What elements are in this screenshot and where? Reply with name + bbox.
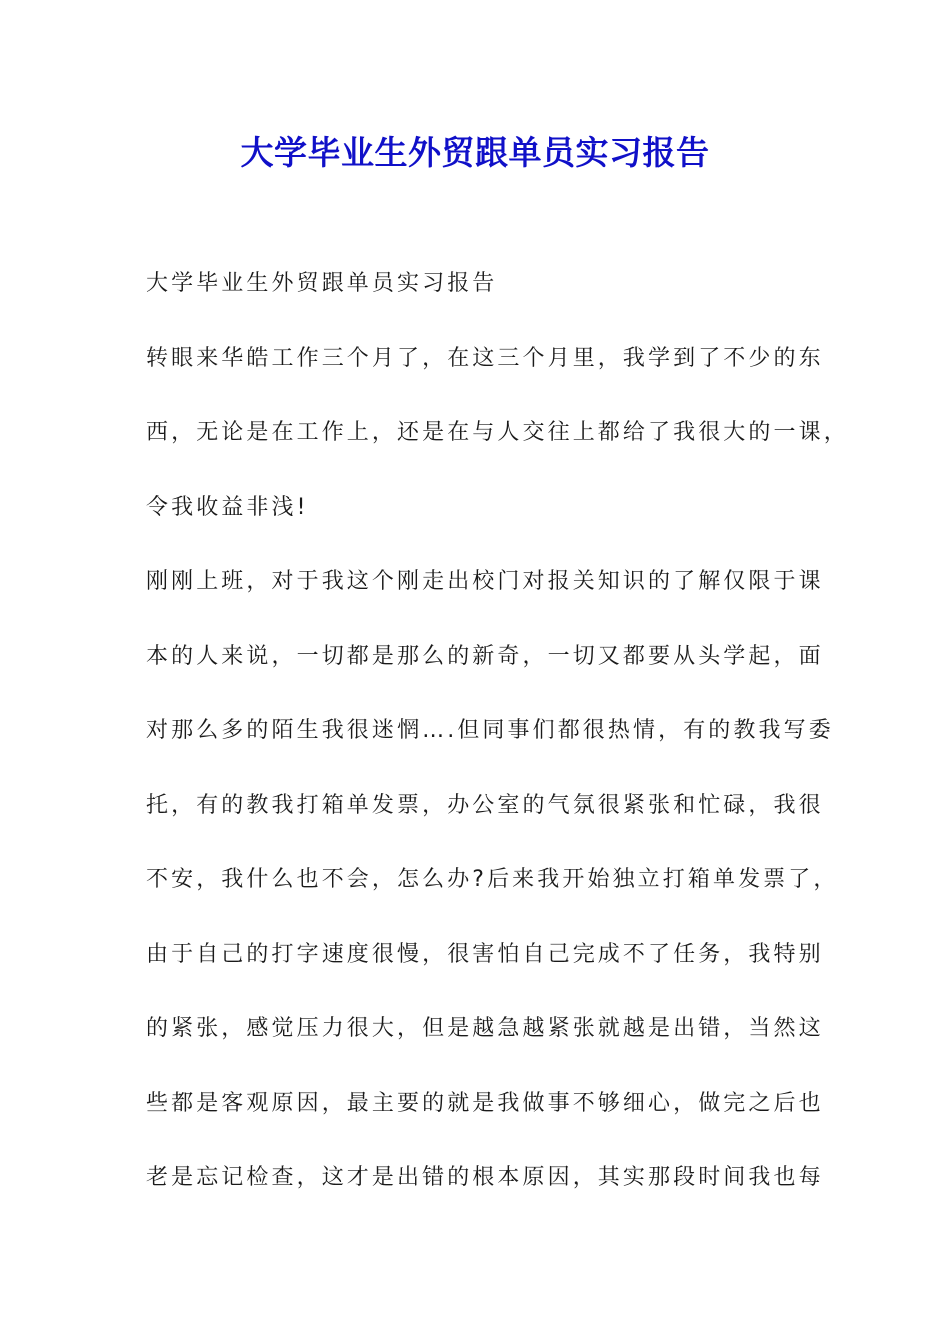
text-line: 转眼来华皓工作三个月了，在这三个月里，我学到了不少的东 — [146, 345, 824, 371]
text-line: 的紧张，感觉压力很大，但是越急越紧张就越是出错，当然这 — [146, 1016, 824, 1041]
text-line: 些都是客观原因，最主要的就是我做事不够细心，做完之后也 — [146, 1090, 824, 1116]
text-line: 令我收益非浅! — [146, 494, 309, 520]
text-line: 刚刚上班，对于我这个刚走出校门对报关知识的了解仅限于课 — [146, 569, 824, 594]
text-line: 由于自己的打字速度很慢，很害怕自己完成不了任务，我特别 — [146, 941, 824, 967]
text-line: 不安，我什么也不会，怎么办?后来我开始独立打箱单发票了， — [146, 867, 839, 892]
document-title: 大学毕业生外贸跟单员实习报告 — [240, 133, 710, 172]
text-line: 老是忘记检查，这才是出错的根本原因，其实那段时间我也每 — [146, 1165, 824, 1190]
text-line: 大学毕业生外贸跟单员实习报告 — [146, 271, 498, 296]
text-line: 对那么多的陌生我很迷惘….但同事们都很热情，有的教我写委 — [146, 718, 834, 743]
text-line: 西，无论是在工作上，还是在与人交往上都给了我很大的一课， — [146, 420, 849, 445]
text-line: 托，有的教我打箱单发票，办公室的气氛很紧张和忙碌，我很 — [146, 792, 824, 818]
document-body — [146, 262, 849, 1231]
text-line: 本的人来说，一切都是那么的新奇，一切又都要从头学起，面 — [146, 643, 824, 669]
